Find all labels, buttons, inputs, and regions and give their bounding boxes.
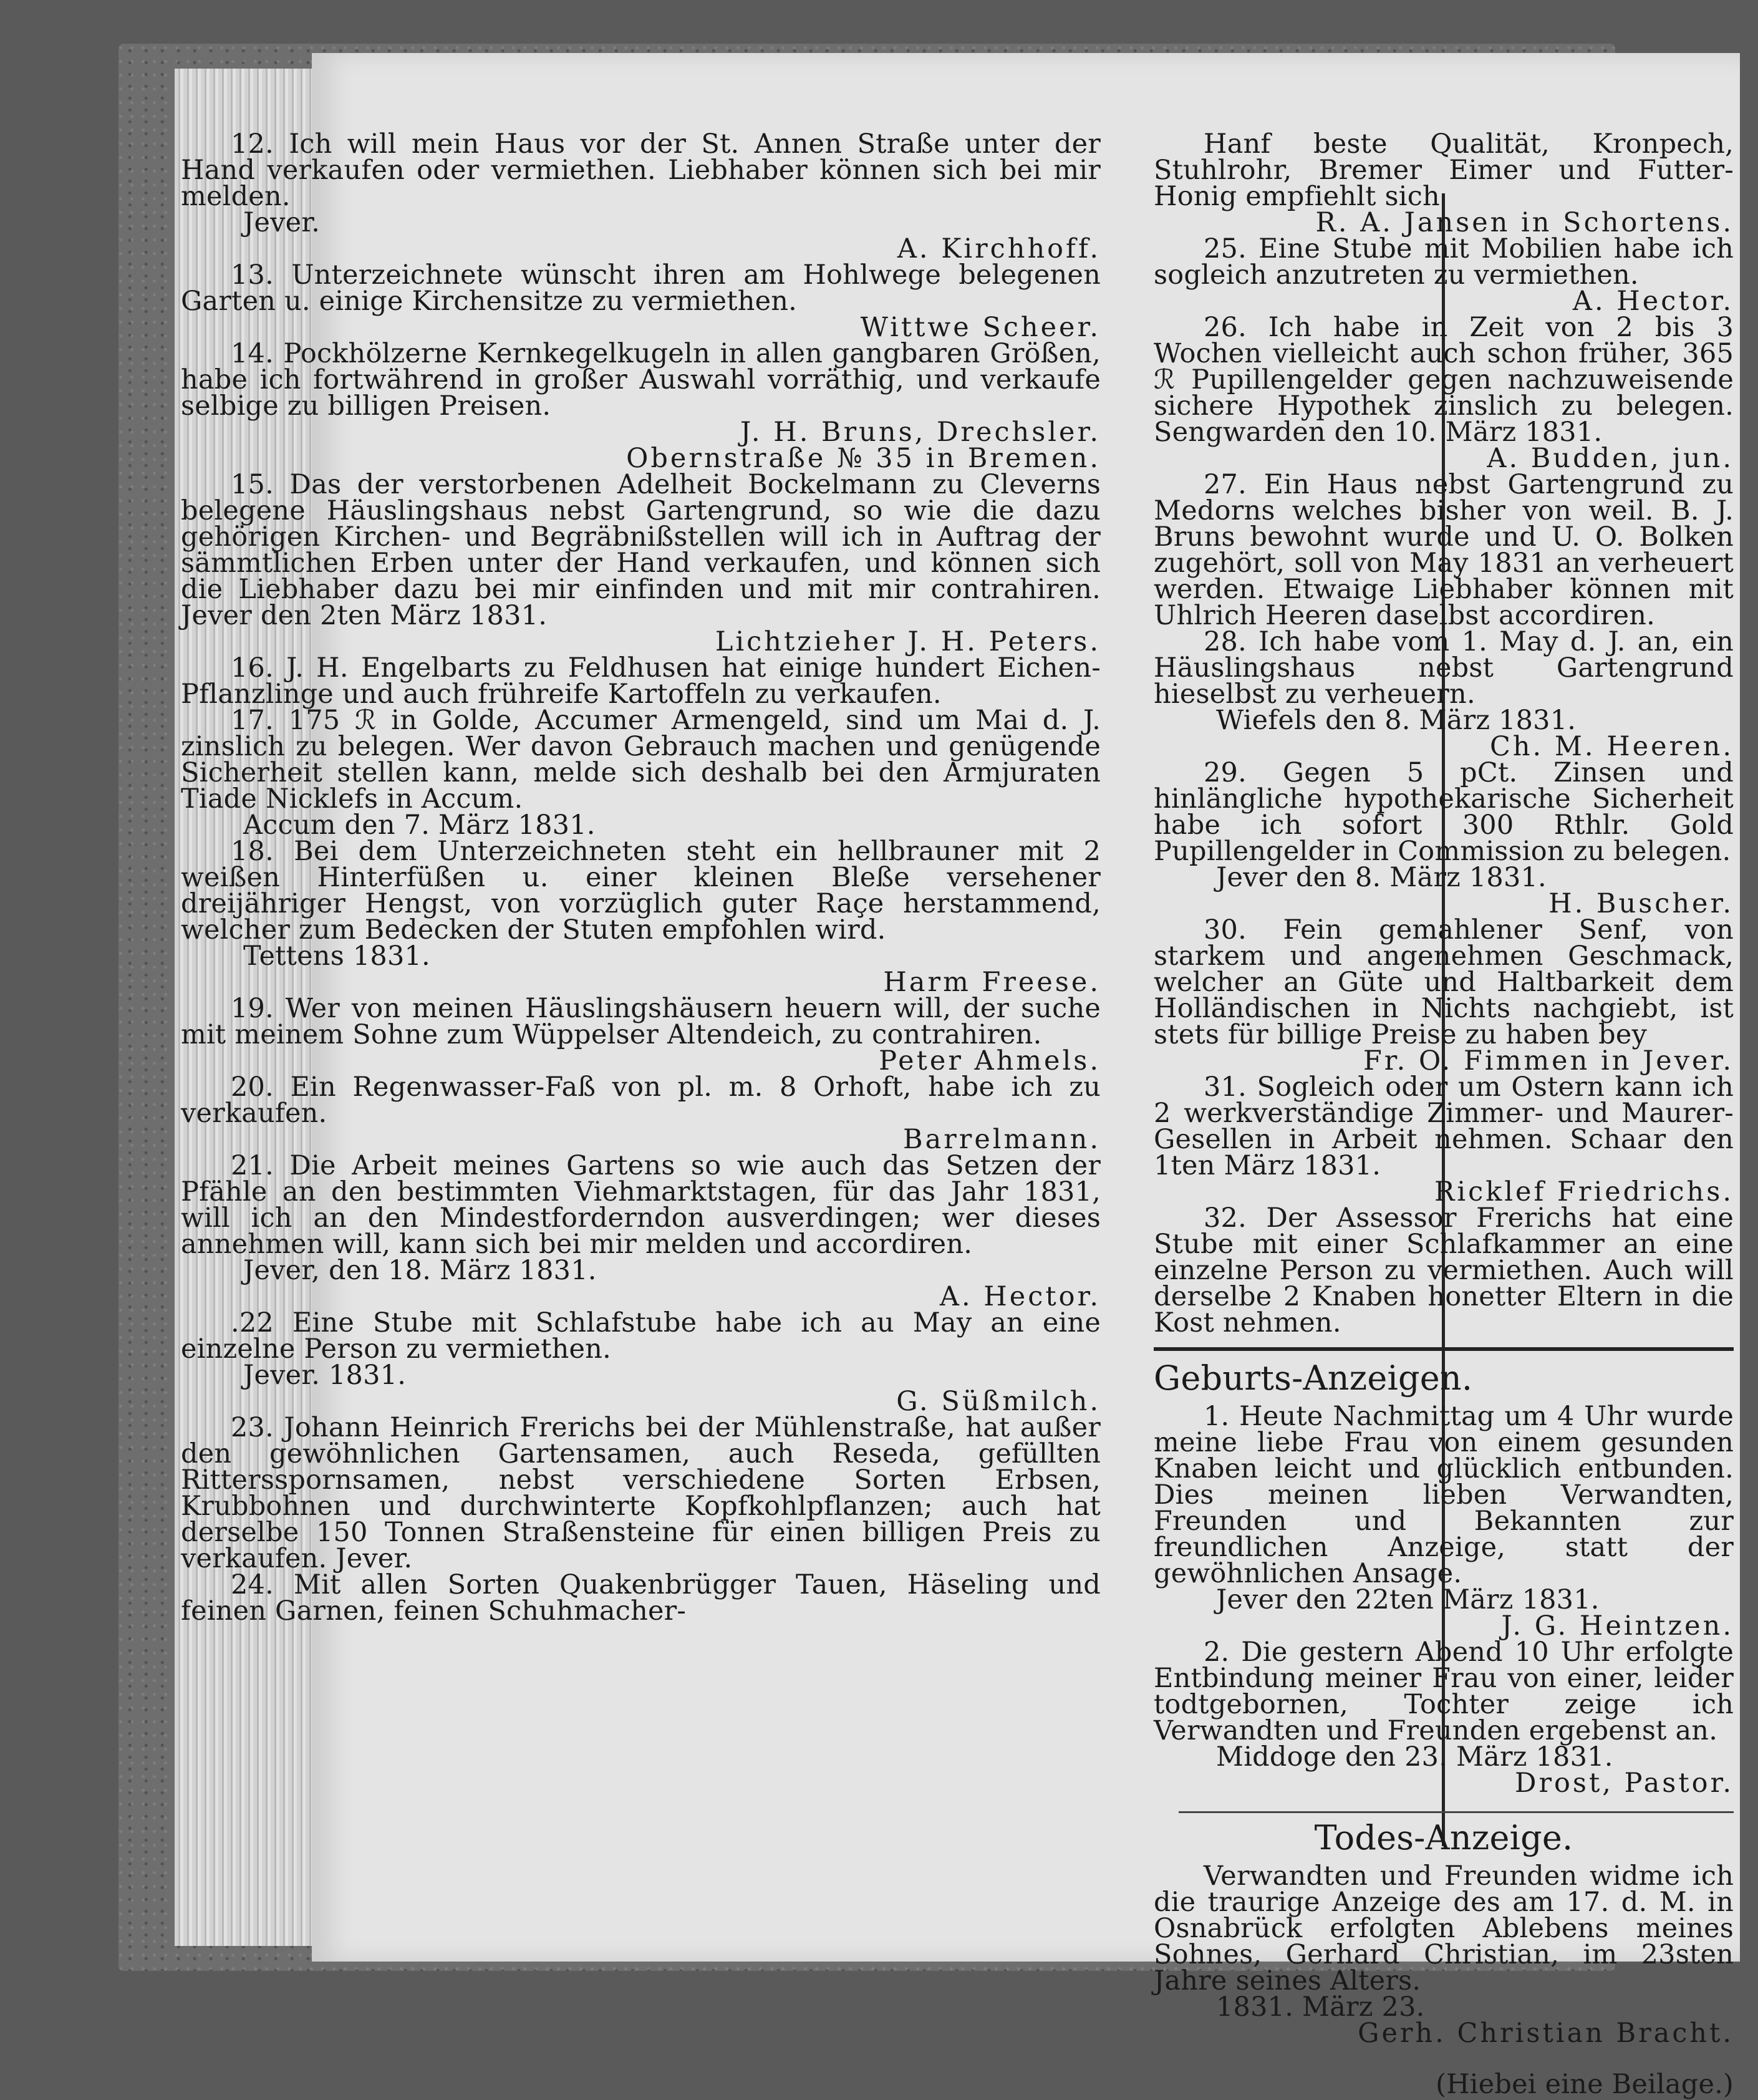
ad-signature: H. Buscher. <box>1548 888 1734 919</box>
ad-signature: Drost, Pastor. <box>1515 1768 1734 1799</box>
ad-text: 17. 175 ℛ in Golde, Accumer Armengeld, sind um Mai d. J. zinslich zu belegen. Wer davon Gebrauch machen und genügende Sicherheit stellen kann, melde sich deshalb bei den Armjuraten Tiade Nicklefs in Accum. <box>181 705 1101 815</box>
ad-place-date: Wiefels den 8. März 1831. <box>1216 705 1577 736</box>
ad-signature: A. Hector. <box>939 1281 1101 1312</box>
ad-text: 20. Ein Regenwasser-Faß von pl. m. 8 Orhoft, habe ich zu verkaufen. <box>181 1072 1101 1129</box>
advertisement <box>1154 1202 1734 1338</box>
advertisement <box>1154 233 1734 317</box>
ad-text: 28. Ich habe vom 1. May d. J. an, ein Häuslingshaus nebst Gartengrund hieselbst zu verheuern. <box>1154 626 1734 710</box>
supplement-note: (Hiebei eine Beilage.) <box>1436 2069 1734 2100</box>
ad-text: 30. Fein gemahlener Senf, von starkem und angenehmen Geschmack, welcher an Güte und Haltbarkeit dem Holländischen in Nichts nachgiebt, ist stets für billige Preise zu haben bey <box>1154 914 1734 1050</box>
ad-place-date: Jever den 22ten März 1831. <box>1216 1584 1600 1615</box>
advertisement <box>1154 314 1734 472</box>
ad-signature: J. H. Bruns, Drechsler. <box>740 417 1101 448</box>
right-column <box>1154 128 1734 2100</box>
advertisement <box>181 652 1101 710</box>
ad-place-date: Jever. <box>243 207 321 238</box>
ad-signature: Ch. M. Heeren. <box>1489 731 1734 762</box>
ad-signature: G. Süßmilch. <box>896 1386 1101 1417</box>
ad-text: 26. Ich habe in Zeit von 2 bis 3 Wochen vielleicht auch schon früher, 365 ℛ Pupillengelder gegen nachzuweisende sichere Hypothek zinslich zu belegen. Sengwarden den 10. März 1831. <box>1154 312 1734 448</box>
ad-place-date: Accum den 7. März 1831. <box>243 810 596 841</box>
ad-text: 12. Ich will mein Haus vor der St. Annen Straße unter der Hand verkaufen oder vermiethen. Liebhaber können sich bei mir melden. <box>181 128 1101 212</box>
ad-signature: A. Budden, jun. <box>1487 443 1734 474</box>
ad-text: 23. Johann Heinrich Frerichs bei der Mühlenstraße, hat außer den gewöhnlichen Gartensamen, auch Reseda, gefüllten Rittersspornsamen, nebst verschiedene Sorten Erbsen, Krubbohnen und durchwinterte Kopfkohlpflanzen; auch hat derselbe 150 Tonnen Straßensteine für einen billigen Preis zu verkaufen. Jever. <box>181 1412 1101 1574</box>
ad-signature: R. A. Jansen in Schortens. <box>1315 207 1734 238</box>
ad-place-date: 1831. März 23. <box>1216 1991 1425 2023</box>
ad-signature: Barrelmann. <box>902 1124 1101 1155</box>
ad-signature: A. Hector. <box>1572 286 1734 317</box>
ad-signature-address: Obernstraße № 35 in Bremen. <box>626 443 1101 474</box>
advertisement <box>181 128 1101 264</box>
ad-text: 19. Wer von meinen Häuslingshäusern heuern will, der suche mit meinem Sohne zum Wüppelser Altendeich, zu contrahiren. <box>181 993 1101 1050</box>
ad-signature: J. G. Heintzen. <box>1501 1610 1734 1642</box>
advertisement <box>1154 1401 1734 1642</box>
ad-place-date: Jever, den 18. März 1831. <box>243 1255 597 1286</box>
advertisement <box>181 836 1101 998</box>
ad-signature: Wittwe Scheer. <box>860 312 1101 343</box>
ad-signature: Peter Ahmels. <box>879 1045 1101 1077</box>
ad-text: 32. Der Assessor Frerichs hat eine Stube mit einer Schlafkammer an eine einzelne Person zu vermiethen. Auch will derselbe 2 Knaben honetter Eltern in die Kost nehmen. <box>1154 1202 1734 1338</box>
ad-text: 16. J. H. Engelbarts zu Feldhusen hat einige hundert Eichen-Pflanzlinge und auch frühreife Kartoffeln zu verkaufen. <box>181 652 1101 710</box>
ad-place-date: Middoge den 23. März 1831. <box>1216 1741 1613 1773</box>
ad-text: 25. Eine Stube mit Mobilien habe ich sogleich anzutreten zu vermiethen. <box>1154 233 1734 291</box>
ad-signature: Fr. O. Fimmen in Jever. <box>1363 1045 1734 1077</box>
birth-announcements-title: Geburts-Anzeigen. <box>1154 1358 1473 1398</box>
ad-signature: Harm Freese. <box>883 967 1101 998</box>
ad-signature: Lichtzieher J. H. Peters. <box>715 626 1101 657</box>
ad-signature: Gerh. Christian Bracht. <box>1358 2018 1734 2049</box>
advertisement <box>1154 128 1734 238</box>
section-rule <box>1179 1811 1734 1813</box>
advertisement <box>1154 1637 1734 1799</box>
ad-text: 2. Die gestern Abend 10 Uhr erfolgte Entbindung meiner Frau von einer, leider todtgebornen, Tochter zeige ich Verwandten und Freunden ergebenst an. <box>1154 1637 1734 1746</box>
ad-place-date: Tettens 1831. <box>243 941 430 972</box>
ad-text: Hanf beste Qualität, Kronpech, Stuhlrohr, Bremer Eimer und Futter-Honig empfiehlt sich <box>1154 128 1734 212</box>
advertisement <box>181 1150 1101 1312</box>
advertisement <box>181 259 1101 343</box>
death-announcement <box>1154 1860 1734 2049</box>
ad-text: .22 Eine Stube mit Schlafstube habe ich au May an eine einzelne Person zu vermiethen. <box>181 1307 1101 1365</box>
ad-text: 29. Gegen 5 pCt. Zinsen und hinlängliche hypothekarische Sicherheit habe ich sofort 300 Rthlr. Gold Pupillengelder in Commission zu belegen. <box>1154 757 1734 867</box>
advertisement <box>181 469 1101 657</box>
advertisement <box>1154 914 1734 1077</box>
ad-text: 24. Mit allen Sorten Quakenbrügger Tauen, Häseling und feinen Garnen, feinen Schuhmacher- <box>181 1569 1101 1627</box>
ad-text: 15. Das der verstorbenen Adelheit Bockelmann zu Cleverns belegene Häuslingshaus nebst Gartengrund, so wie die dazu gehörigen Kirchen- und Begräbnißstellen will ich in Auftrag der sämmtlichen Erben unter der Hand verkaufen, und können sich die Liebhaber dazu bei mir einfinden und mit mir contrahiren. Jever den 2ten März 1831. <box>181 469 1101 631</box>
advertisement <box>181 1569 1101 1627</box>
death-announcement-title: Todes-Anzeige. <box>1314 1818 1573 1857</box>
ad-text: 1. Heute Nachmittag um 4 Uhr wurde meine liebe Frau von einem gesunden Knaben leicht und glücklich entbunden. Dies meinen lieben Verwandten, Freunden und Bekannten zur freundlichen Anzeige, statt der gewöhnlichen Ansage. <box>1154 1401 1734 1589</box>
advertisement <box>1154 757 1734 919</box>
ad-place-date: Jever den 8. März 1831. <box>1216 862 1547 893</box>
advertisement <box>181 993 1101 1077</box>
section-rule <box>1154 1347 1734 1351</box>
advertisement <box>1154 469 1734 631</box>
ad-place-date: Jever. 1831. <box>243 1360 407 1391</box>
ad-text: 13. Unterzeichnete wünscht ihren am Hohlwege belegenen Garten u. einige Kirchensitze zu vermiethen. <box>181 259 1101 317</box>
ad-text: 14. Pockhölzerne Kernkegelkugeln in allen gangbaren Größen, habe ich fortwährend in großer Auswahl vorräthig, und verkaufe selbige zu billigen Preisen. <box>181 338 1101 422</box>
ad-text: 27. Ein Haus nebst Gartengrund zu Medorns welches bisher von weil. B. J. Bruns bewohnt wurde und U. O. Bolken zugehört, soll von May 1831 an verheuert werden. Etwaige Liebhaber können mit Uhlrich Heeren daselbst accordiren. <box>1154 469 1734 631</box>
left-column <box>181 128 1101 1627</box>
ad-text: 31. Sogleich oder um Ostern kann ich 2 werkverständige Zimmer- und Maurer-Gesellen in Arbeit nehmen. Schaar den 1ten März 1831. <box>1154 1072 1734 1181</box>
advertisement <box>181 705 1101 841</box>
ad-text: Verwandten und Freunden widme ich die traurige Anzeige des am 17. d. M. in Osnabrück erfolgten Ablebens meines Sohnes, Gerhard Christian, im 23sten Jahre seines Alters. <box>1154 1860 1734 1996</box>
ad-text: 21. Die Arbeit meines Gartens so wie auch das Setzen der Pfähle an den bestimmten Viehmarktstagen, für das Jahr 1831, will ich an den Mindestforderndon ausverdingen; wer dieses annehmen will, kann sich bei mir melden und accordiren. <box>181 1150 1101 1260</box>
ad-signature: A. Kirchhoff. <box>897 233 1101 264</box>
advertisement <box>181 1307 1101 1417</box>
ad-signature: Ricklef Friedrichs. <box>1434 1176 1734 1207</box>
ad-text: 18. Bei dem Unterzeichneten steht ein hellbrauner mit 2 weißen Hinterfüßen u. einer kleinen Bleße versehener dreijähriger Hengst, von vorzüglich guter Raçe herstammend, welcher zum Bedecken der Stuten empfohlen wird. <box>181 836 1101 946</box>
advertisement <box>1154 1074 1734 1205</box>
advertisement <box>1154 626 1734 762</box>
advertisement <box>181 1074 1101 1153</box>
advertisement <box>181 338 1101 474</box>
advertisement <box>181 1412 1101 1574</box>
